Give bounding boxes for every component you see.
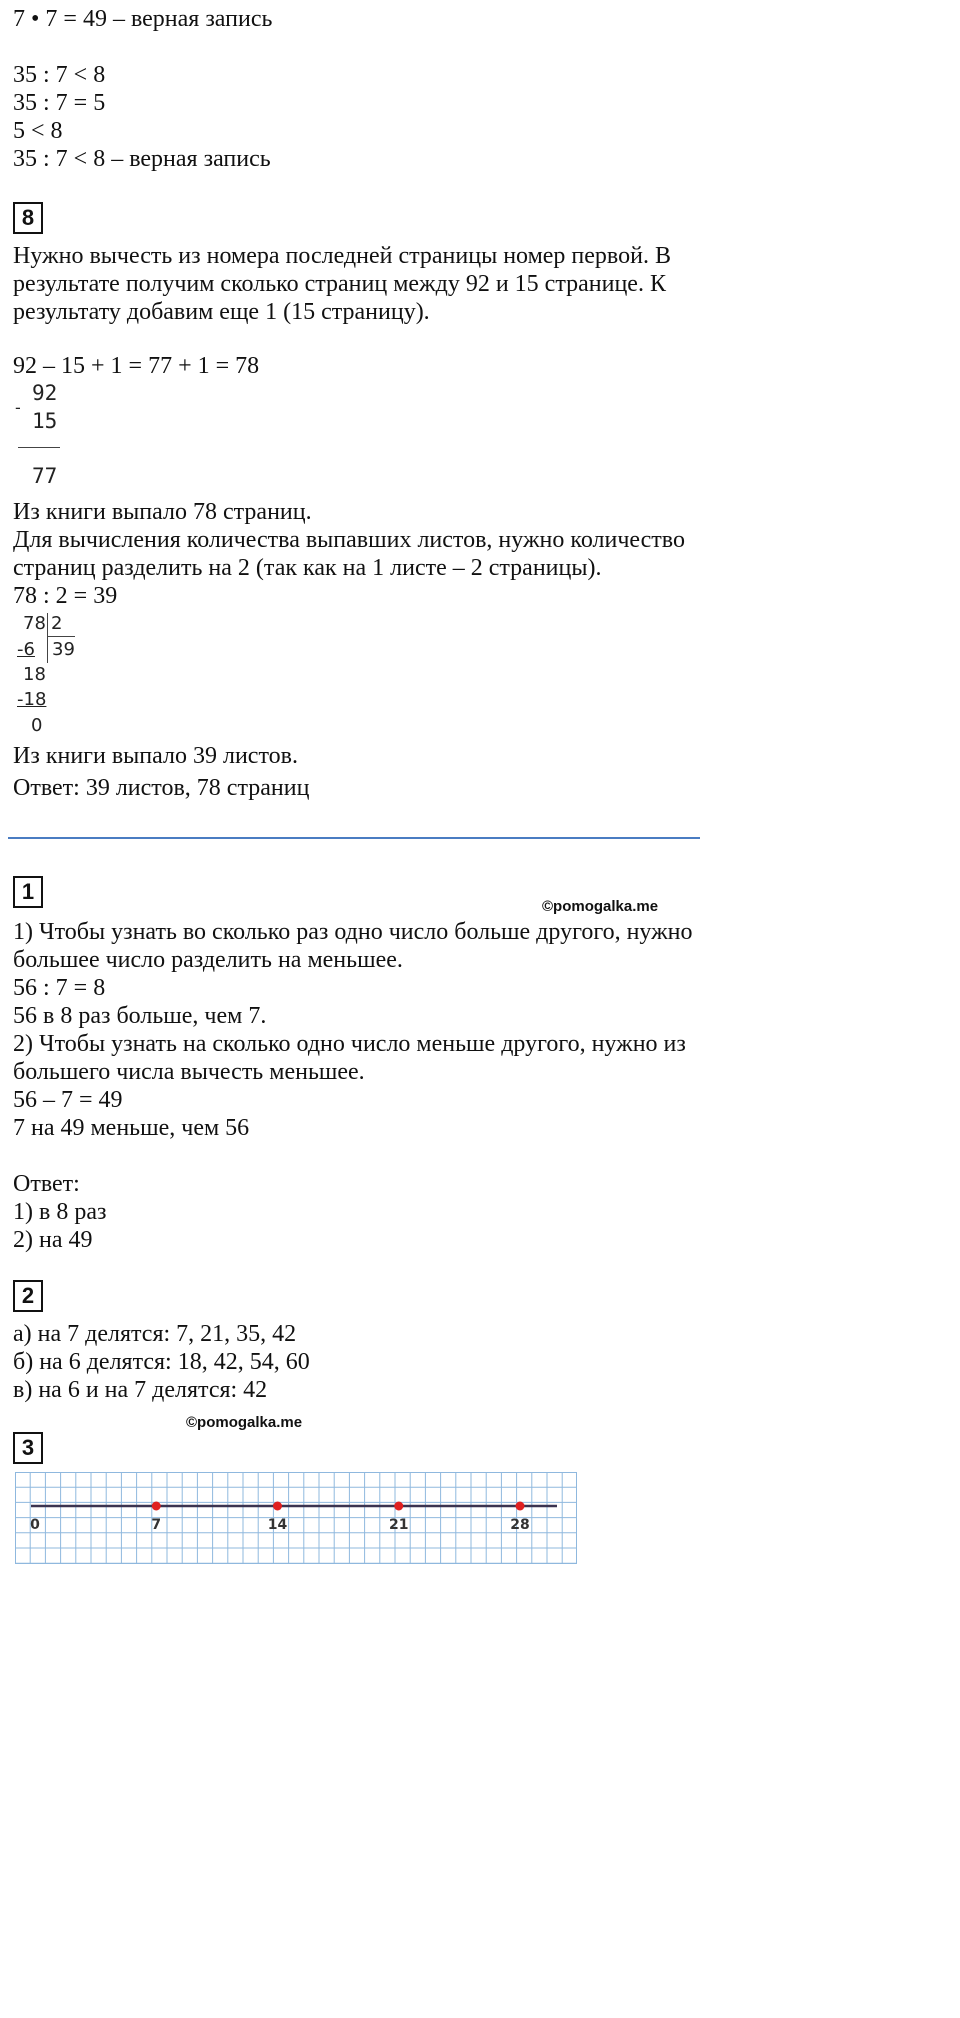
explain-line: страниц разделить на 2 (так как на 1 листе – 2 страницы). (13, 555, 602, 581)
task-number-3: 3 (13, 1432, 43, 1464)
task-number-8: 8 (13, 202, 43, 234)
text-line: 56 : 7 = 8 (13, 975, 106, 1001)
text-line: б) на 6 делятся: 18, 42, 54, 60 (13, 1349, 310, 1375)
text-line: 35 : 7 = 5 (13, 90, 106, 116)
division-equation: 78 : 2 = 39 (13, 583, 118, 609)
tick-label: 7 (151, 1517, 162, 1533)
answer-title: Ответ: (13, 1171, 80, 1197)
answer-line: 1) в 8 раз (13, 1199, 107, 1225)
number-line-figure (15, 1472, 577, 1564)
task-number-2: 2 (13, 1280, 43, 1312)
text-line: 7 на 49 меньше, чем 56 (13, 1115, 250, 1141)
subtrahend: 15 (32, 409, 58, 433)
text-line: в) на 6 и на 7 делятся: 42 (13, 1377, 268, 1403)
text-line: 35 : 7 < 8 – верная запись (13, 146, 271, 172)
remainder-1: 18 (23, 664, 46, 685)
text-line: 2) Чтобы узнать на сколько одно число меньше другого, нужно из (13, 1031, 686, 1057)
marked-point (516, 1502, 525, 1511)
quotient: 39 (52, 639, 75, 660)
answer: Ответ: 39 листов, 78 страниц (13, 775, 310, 801)
step-1: -6 (17, 639, 35, 660)
watermark: ©pomogalka.me (542, 898, 659, 915)
minuend: 92 (32, 381, 58, 405)
tick-labels (30, 1517, 530, 1533)
sum-rule (18, 447, 60, 448)
equation: 92 – 15 + 1 = 77 + 1 = 78 (13, 353, 260, 379)
text-line: 35 : 7 < 8 (13, 62, 106, 88)
difference: 77 (32, 464, 58, 488)
minus-sign: - (15, 398, 21, 417)
step-2: -18 (17, 689, 47, 710)
quotient-rule (47, 636, 75, 637)
explain-line: Для вычисления количества выпавших листов, нужно количество (13, 527, 685, 553)
text-line: большего числа вычесть меньшее. (13, 1059, 365, 1085)
paragraph-line: Нужно вычесть из номера последней страницы номер первой. В (13, 243, 671, 269)
tick-label: 14 (267, 1517, 288, 1533)
text-line: 5 < 8 (13, 118, 63, 144)
text-line: а) на 7 делятся: 7, 21, 35, 42 (13, 1321, 297, 1347)
dividend: 78 (23, 613, 46, 634)
task-number-1: 1 (13, 876, 43, 908)
text-line: большее число разделить на меньшее. (13, 947, 403, 973)
paragraph-line: результату добавим еще 1 (15 страницу). (13, 299, 430, 325)
division-bar (47, 613, 48, 663)
grid (15, 1472, 577, 1564)
divisor: 2 (51, 613, 63, 634)
text-line: 1) Чтобы узнать во сколько раз одно число больше другого, нужно (13, 919, 693, 945)
tick-label: 0 (30, 1517, 40, 1533)
result-pages: Из книги выпало 78 страниц. (13, 499, 312, 525)
marked-point (394, 1502, 403, 1511)
text-line: 56 в 8 раз больше, чем 7. (13, 1003, 267, 1029)
tick-label: 28 (510, 1517, 530, 1533)
tick-label: 21 (389, 1517, 409, 1533)
remainder-2: 0 (31, 715, 43, 736)
text-line: 7 • 7 = 49 – верная запись (13, 6, 273, 32)
text-line: 56 – 7 = 49 (13, 1087, 123, 1113)
result-sheets: Из книги выпало 39 листов. (13, 743, 298, 769)
section-divider (8, 837, 700, 839)
watermark: ©pomogalka.me (186, 1414, 303, 1431)
marked-point (152, 1502, 161, 1511)
marked-point (273, 1502, 282, 1511)
paragraph-line: результате получим сколько страниц между 92 и 15 странице. К (13, 271, 666, 297)
answer-line: 2) на 49 (13, 1227, 93, 1253)
